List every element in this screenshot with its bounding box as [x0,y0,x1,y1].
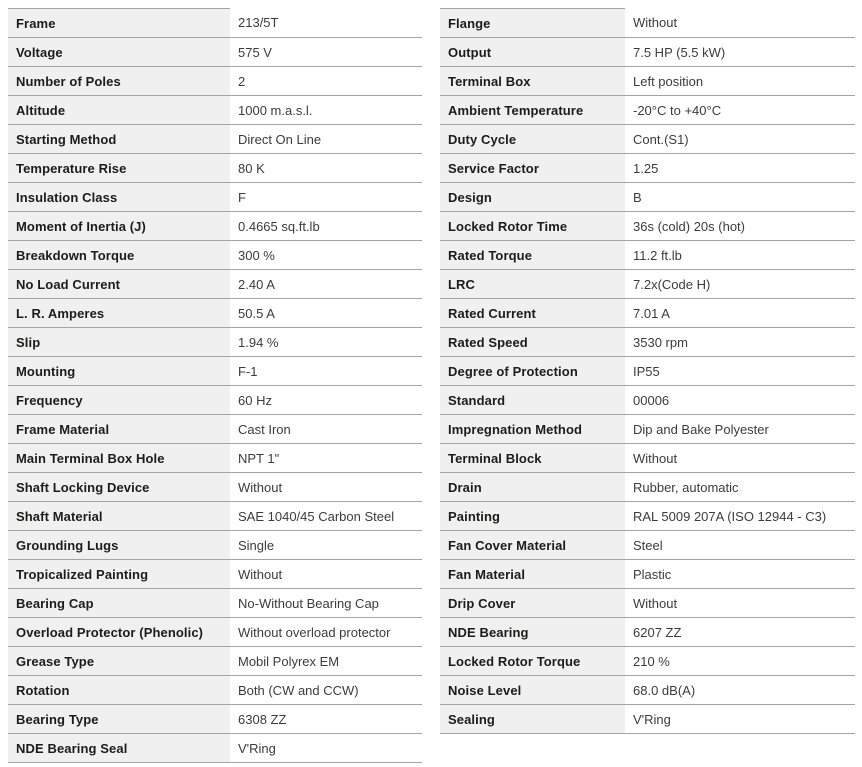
spec-label: No Load Current [8,270,230,299]
spec-value: 575 V [230,38,422,67]
spec-row [8,67,422,96]
spec-value: Without [625,589,855,618]
spec-value: 213/5T [230,9,422,38]
spec-row [440,183,855,212]
spec-label: Shaft Locking Device [8,473,230,502]
spec-label: Moment of Inertia (J) [8,212,230,241]
spec-value: 7.5 HP (5.5 kW) [625,38,855,67]
spec-row [8,734,422,763]
spec-label: Design [440,183,625,212]
spec-value: IP55 [625,357,855,386]
spec-value: Left position [625,67,855,96]
spec-value: RAL 5009 207A (ISO 12944 - C3) [625,502,855,531]
spec-value: F-1 [230,357,422,386]
spec-row [440,270,855,299]
spec-value: Without [625,444,855,473]
spec-row [440,299,855,328]
spec-row [440,502,855,531]
spec-value: 1000 m.a.s.l. [230,96,422,125]
spec-row [8,531,422,560]
spec-value: 7.01 A [625,299,855,328]
spec-label: Overload Protector (Phenolic) [8,618,230,647]
spec-row [8,96,422,125]
spec-label: LRC [440,270,625,299]
spec-row [440,67,855,96]
spec-label: Grease Type [8,647,230,676]
spec-label: Fan Cover Material [440,531,625,560]
spec-row [440,444,855,473]
spec-value: F [230,183,422,212]
spec-value: 2 [230,67,422,96]
spec-row [440,415,855,444]
spec-row [440,647,855,676]
spec-row [8,502,422,531]
spec-value: Cast Iron [230,415,422,444]
spec-value: Without [625,9,855,38]
spec-value: Without overload protector [230,618,422,647]
spec-label: Temperature Rise [8,154,230,183]
spec-value: 00006 [625,386,855,415]
spec-label: Slip [8,328,230,357]
spec-label: Rated Torque [440,241,625,270]
spec-label: Frame Material [8,415,230,444]
spec-label: Drip Cover [440,589,625,618]
spec-value: Direct On Line [230,125,422,154]
spec-row [8,154,422,183]
spec-row [8,676,422,705]
spec-label: Starting Method [8,125,230,154]
spec-value: No-Without Bearing Cap [230,589,422,618]
spec-value: Rubber, automatic [625,473,855,502]
spec-row [440,589,855,618]
spec-row [440,154,855,183]
spec-label: Breakdown Torque [8,241,230,270]
spec-row [8,618,422,647]
spec-label: Rotation [8,676,230,705]
spec-row [440,241,855,270]
spec-label: Voltage [8,38,230,67]
spec-label: Altitude [8,96,230,125]
spec-value: 11.2 ft.lb [625,241,855,270]
spec-label: Rated Speed [440,328,625,357]
spec-value: -20°C to +40°C [625,96,855,125]
spec-label: Standard [440,386,625,415]
spec-label: Number of Poles [8,67,230,96]
spec-value: 68.0 dB(A) [625,676,855,705]
spec-row [8,415,422,444]
spec-label: Fan Material [440,560,625,589]
spec-row [8,38,422,67]
spec-table-right-body [440,9,855,734]
spec-label: Impregnation Method [440,415,625,444]
spec-value: 300 % [230,241,422,270]
spec-label: Sealing [440,705,625,734]
spec-row [8,212,422,241]
spec-row [8,125,422,154]
spec-label: NDE Bearing Seal [8,734,230,763]
spec-row [8,589,422,618]
spec-value: Without [230,473,422,502]
spec-label: Bearing Cap [8,589,230,618]
spec-label: Frequency [8,386,230,415]
spec-row [440,125,855,154]
spec-row [8,357,422,386]
spec-label: Duty Cycle [440,125,625,154]
spec-label: Flange [440,9,625,38]
spec-row [440,618,855,647]
spec-value: 36s (cold) 20s (hot) [625,212,855,241]
spec-label: Locked Rotor Time [440,212,625,241]
spec-value: 50.5 A [230,299,422,328]
spec-row [8,183,422,212]
spec-row [8,328,422,357]
spec-label: Main Terminal Box Hole [8,444,230,473]
spec-label: Noise Level [440,676,625,705]
spec-row [440,212,855,241]
spec-label: Painting [440,502,625,531]
spec-label: NDE Bearing [440,618,625,647]
spec-value: 6308 ZZ [230,705,422,734]
spec-label: Tropicalized Painting [8,560,230,589]
spec-value: 1.25 [625,154,855,183]
spec-value: 7.2x(Code H) [625,270,855,299]
spec-value: Single [230,531,422,560]
spec-value: 210 % [625,647,855,676]
spec-label: Drain [440,473,625,502]
spec-value: Cont.(S1) [625,125,855,154]
spec-row [8,299,422,328]
spec-row [8,647,422,676]
spec-row [8,270,422,299]
spec-row [440,560,855,589]
spec-value: Mobil Polyrex EM [230,647,422,676]
spec-label: Shaft Material [8,502,230,531]
spec-row [440,357,855,386]
spec-row [440,9,855,38]
spec-label: Rated Current [440,299,625,328]
spec-row [8,444,422,473]
spec-label: Locked Rotor Torque [440,647,625,676]
spec-label: Terminal Box [440,67,625,96]
spec-row [8,241,422,270]
spec-value: Without [230,560,422,589]
spec-row [440,38,855,67]
spec-row [440,705,855,734]
spec-value: NPT 1" [230,444,422,473]
spec-label: Insulation Class [8,183,230,212]
spec-value: 60 Hz [230,386,422,415]
spec-label: Mounting [8,357,230,386]
spec-row [8,560,422,589]
spec-value: SAE 1040/45 Carbon Steel [230,502,422,531]
spec-label: L. R. Amperes [8,299,230,328]
spec-label: Grounding Lugs [8,531,230,560]
spec-label: Output [440,38,625,67]
spec-row [440,328,855,357]
spec-value: 1.94 % [230,328,422,357]
spec-value: V'Ring [625,705,855,734]
spec-value: 2.40 A [230,270,422,299]
spec-row [440,676,855,705]
spec-value: V'Ring [230,734,422,763]
spec-label: Frame [8,9,230,38]
spec-table-left-body [8,9,422,763]
spec-table-right [440,8,855,734]
spec-value: Both (CW and CCW) [230,676,422,705]
spec-label: Degree of Protection [440,357,625,386]
spec-value: Plastic [625,560,855,589]
spec-value: 0.4665 sq.ft.lb [230,212,422,241]
spec-value: 6207 ZZ [625,618,855,647]
spec-label: Ambient Temperature [440,96,625,125]
spec-value: 3530 rpm [625,328,855,357]
spec-row [8,386,422,415]
spec-label: Service Factor [440,154,625,183]
spec-row [8,473,422,502]
spec-table-left [8,8,422,763]
spec-label: Bearing Type [8,705,230,734]
spec-row [440,531,855,560]
spec-value: B [625,183,855,212]
spec-value: Steel [625,531,855,560]
spec-value: 80 K [230,154,422,183]
spec-row [440,96,855,125]
spec-row [8,705,422,734]
spec-value: Dip and Bake Polyester [625,415,855,444]
spec-row [440,386,855,415]
spec-row [440,473,855,502]
spec-label: Terminal Block [440,444,625,473]
spec-row [8,9,422,38]
